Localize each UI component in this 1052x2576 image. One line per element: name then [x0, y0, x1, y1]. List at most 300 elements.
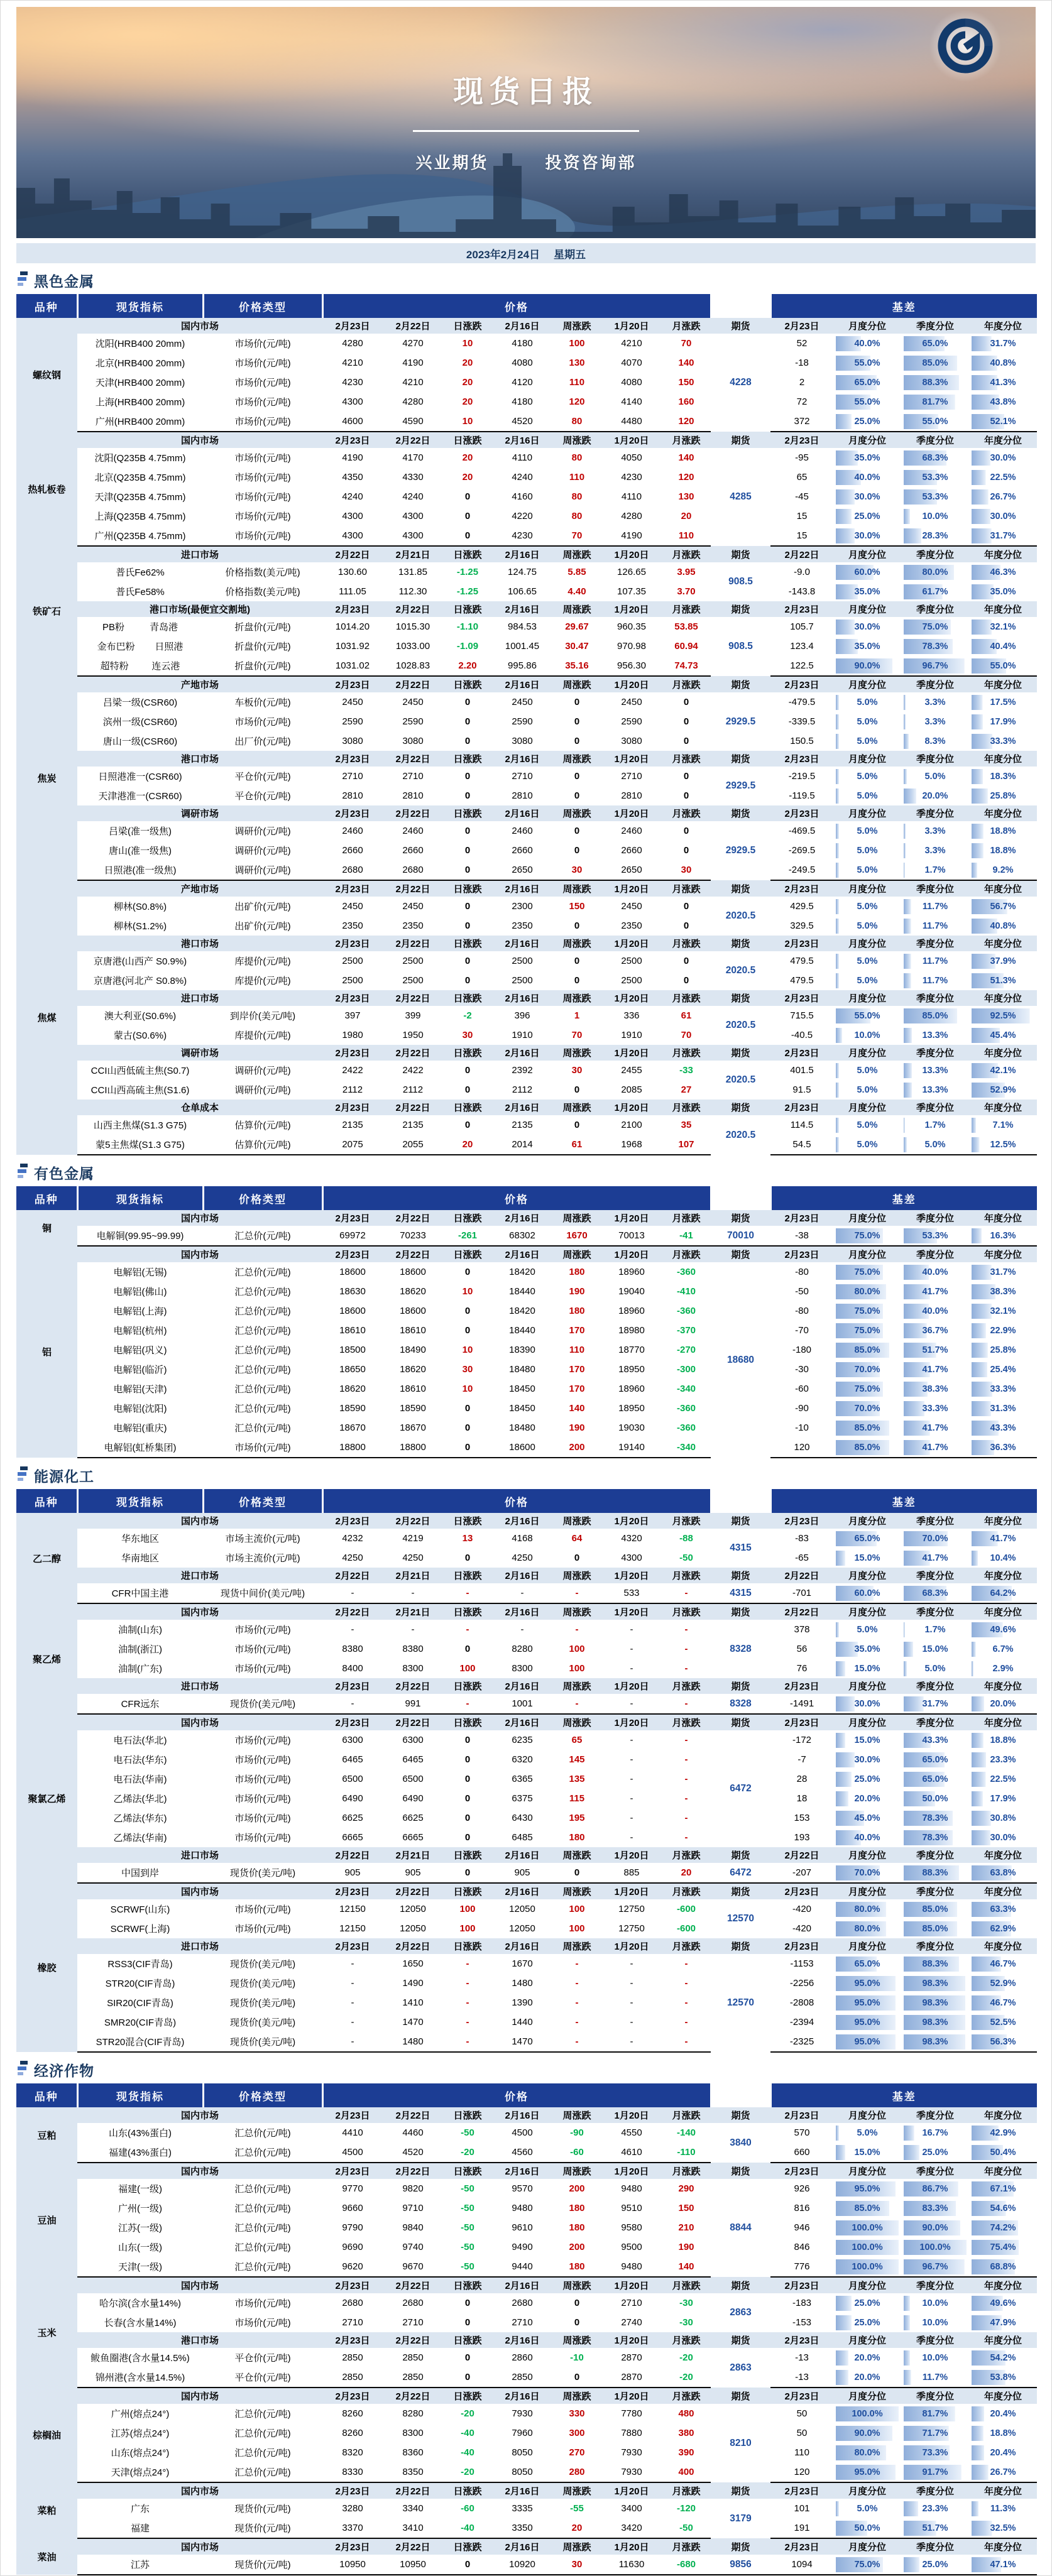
- price-cell: -: [520, 1624, 524, 1635]
- date-label: 日涨跌: [443, 1603, 492, 1620]
- percentile-cell: [901, 1340, 969, 1360]
- percentile-bar: 15.0%: [904, 1642, 967, 1657]
- change-cell: -: [684, 1754, 688, 1765]
- date-label: 2月22日: [383, 1938, 443, 1954]
- percentile-cell: [969, 2404, 1037, 2423]
- date-label: 2月23日: [770, 1883, 833, 1899]
- change-cell: -88: [679, 1533, 693, 1544]
- change-cell: -20: [679, 2352, 693, 2363]
- percentile-bar: 85.0%: [904, 1902, 967, 1917]
- date-label: 周涨跌: [552, 805, 601, 821]
- date-label: 季度分位: [901, 432, 969, 448]
- percentile-cell: [901, 860, 969, 880]
- percentile-cell: [833, 1659, 901, 1678]
- percentile-bar: 53.3%: [904, 1228, 967, 1243]
- date-label: 周涨跌: [552, 2163, 601, 2179]
- date-label: 1月20日: [601, 990, 662, 1006]
- change-cell: -: [466, 1997, 469, 2008]
- change-cell: -: [466, 2017, 469, 2028]
- date-label: 期货: [711, 1603, 770, 1620]
- table-row: [16, 1769, 1037, 1789]
- percentile-bar: 68.8%: [972, 2259, 1034, 2274]
- market-label: 国内市场: [77, 2277, 322, 2293]
- percentile-bar: 35.0%: [836, 450, 899, 466]
- indicator-cell: CCI山西低硫主焦(S0.7): [90, 1066, 190, 1076]
- percentile-bar: 5.0%: [836, 824, 899, 839]
- percentile-bar: 40.0%: [836, 470, 899, 485]
- price-cell: 2710: [342, 771, 363, 782]
- percentile-bar: 12.5%: [972, 1137, 1034, 1152]
- change-cell: 0: [464, 956, 471, 966]
- percentile-cell: [833, 1789, 901, 1808]
- variety-cell: 豆油: [16, 2163, 77, 2277]
- date-label: 2月16日: [492, 1210, 552, 1226]
- price-cell: 18650: [339, 1364, 366, 1375]
- section-table: [16, 1186, 1037, 1458]
- price-type-cell: 汇总价(元/吨): [234, 2203, 291, 2214]
- price-cell: 8260: [342, 2408, 363, 2419]
- change-cell: 0: [574, 736, 580, 746]
- price-cell: 2740: [621, 2317, 642, 2328]
- date-label: 季度分位: [901, 2482, 969, 2499]
- percentile-bar: 83.3%: [904, 2201, 967, 2216]
- change-cell: 10: [462, 1286, 473, 1297]
- indicator-split: [77, 620, 203, 633]
- percentile-cell: [901, 1135, 969, 1155]
- change-cell: -600: [676, 1923, 696, 1934]
- percentile-bar: 60.0%: [836, 565, 899, 580]
- price-cell: -: [322, 1694, 383, 1714]
- price-cell: 18620: [400, 1286, 426, 1297]
- price-cell: 18630: [339, 1286, 366, 1297]
- change-cell: -: [575, 1624, 579, 1635]
- price-cell: 6625: [342, 1813, 363, 1823]
- price-cell: 4232: [342, 1533, 363, 1544]
- price-type-cell: 价格指数(美元/吨): [225, 567, 300, 578]
- market-label: 调研市场: [77, 805, 322, 821]
- basis-cell: -2325: [770, 2032, 833, 2052]
- change-cell: 130: [678, 491, 694, 502]
- percentile-bar: 5.0%: [904, 769, 967, 784]
- table-row: [16, 2257, 1037, 2277]
- date-label: 期货: [711, 2482, 770, 2499]
- table-row: [16, 767, 1037, 786]
- change-cell: -: [684, 1663, 688, 1674]
- price-cell: 2500: [402, 956, 424, 966]
- price-cell: 2112: [402, 1084, 424, 1095]
- change-cell: -600: [676, 1904, 696, 1914]
- table-row: [16, 1919, 1037, 1938]
- price-cell: 18620: [339, 1384, 366, 1394]
- date-label: 1月20日: [601, 2388, 662, 2404]
- price-cell: 8300: [402, 2428, 424, 2438]
- percentile-cell: [901, 562, 969, 582]
- percentile-cell: [969, 1399, 1037, 1418]
- percentile-cell: [969, 506, 1037, 526]
- date-label: 日涨跌: [443, 1210, 492, 1226]
- percentile-bar: 70.0%: [836, 1362, 899, 1377]
- percentile-bar: 30.0%: [836, 1696, 899, 1711]
- market-label: 港口市场: [77, 2332, 322, 2348]
- price-cell: -: [630, 1793, 633, 1804]
- price-cell: 2135: [402, 1120, 424, 1130]
- change-cell: 0: [683, 716, 689, 727]
- price-cell: 2850: [383, 2367, 443, 2388]
- percentile-bar: 13.3%: [904, 1083, 967, 1098]
- price-cell: 2850: [322, 2367, 383, 2388]
- indicator-cell: 日照港(准一级焦): [77, 860, 203, 880]
- percentile-cell: [833, 1340, 901, 1360]
- table-row: [16, 392, 1037, 412]
- price-cell: 2810: [402, 790, 424, 801]
- basis-cell: 72: [796, 396, 808, 407]
- price-cell: -: [351, 1958, 354, 1969]
- date-label: 季度分位: [901, 2107, 969, 2123]
- change-cell: -360: [676, 1267, 696, 1277]
- date-label: 期货: [711, 676, 770, 692]
- table-row: [16, 582, 1037, 601]
- price-type-cell: 汇总价(元/吨): [234, 1287, 291, 1297]
- table-row: [16, 2423, 1037, 2443]
- date-label: 2月23日: [322, 1045, 383, 1061]
- indicator-cell: 华南地区: [121, 1553, 159, 1564]
- market-label: 国内市场: [77, 432, 322, 448]
- price-cell: 9620: [322, 2257, 383, 2277]
- price-type-cell: 市场价(元/吨): [234, 492, 291, 503]
- table-row: [16, 1659, 1037, 1678]
- date-label: 日涨跌: [443, 1513, 492, 1529]
- date-label: 月度分位: [833, 546, 901, 562]
- price-type-cell: 市场价(元/吨): [234, 378, 291, 388]
- market-label: 国内市场: [77, 2388, 322, 2404]
- variety-cell: 橡胶: [16, 1883, 77, 2052]
- date-label: 周涨跌: [552, 2538, 601, 2555]
- percentile-cell: [901, 951, 969, 971]
- change-cell: 0: [443, 860, 492, 880]
- date-label: 2月23日: [322, 2107, 383, 2123]
- date-label: 2月23日: [322, 676, 383, 692]
- percentile-cell: [969, 1529, 1037, 1548]
- price-cell: 9670: [383, 2257, 443, 2277]
- percentile-cell: [901, 1548, 969, 1568]
- date-label: 月涨跌: [662, 1568, 711, 1583]
- basis-cell: -420: [792, 1923, 812, 1934]
- price-type-cell: 车板价(元/吨): [234, 697, 291, 708]
- percentile-bar: 46.3%: [972, 565, 1034, 580]
- change-cell: 20: [681, 511, 692, 521]
- percentile-bar: 11.7%: [904, 973, 967, 988]
- basis-cell: 56: [796, 1644, 808, 1654]
- change-cell: -20: [461, 2408, 474, 2419]
- percentile-bar: 20.0%: [836, 1791, 899, 1806]
- variety-cell: 豆粕: [16, 2107, 77, 2163]
- price-cell: 2460: [342, 826, 363, 836]
- percentile-cell: [901, 1360, 969, 1379]
- price-cell: 2680: [402, 2298, 424, 2308]
- percentile-cell: [901, 1620, 969, 1639]
- change-cell: 190: [569, 1286, 585, 1297]
- date-label: 2月23日: [322, 936, 383, 951]
- price-cell: 1028.83: [383, 656, 443, 676]
- percentile-cell: [969, 2237, 1037, 2257]
- change-cell: 80: [552, 412, 601, 432]
- percentile-bar: 53.8%: [972, 2370, 1034, 2385]
- date-label: 月涨跌: [662, 2277, 711, 2293]
- percentile-cell: [969, 1418, 1037, 1438]
- price-cell: 70233: [383, 1226, 443, 1246]
- date-label: 2月16日: [492, 1246, 552, 1262]
- price-cell: 18500: [339, 1345, 366, 1355]
- percentile-bar: 20.0%: [836, 2370, 899, 2385]
- table-row: [16, 731, 1037, 751]
- price-cell: 8360: [402, 2447, 424, 2458]
- date-label: 1月20日: [601, 1045, 662, 1061]
- market-subheader-row: [16, 1513, 1037, 1529]
- change-cell: 200: [552, 1438, 601, 1458]
- date-label: 2月23日: [770, 1938, 833, 1954]
- price-cell: 2455: [621, 1065, 642, 1076]
- percentile-cell: [969, 1006, 1037, 1025]
- indicator-cell: 天津(Q235B 4.75mm): [94, 492, 186, 503]
- percentile-cell: [833, 636, 901, 656]
- percentile-bar: 100.0%: [836, 2406, 899, 2421]
- percentile-cell: [833, 1418, 901, 1438]
- date-label: 2月23日: [770, 2107, 833, 2123]
- percentile-cell: [901, 1993, 969, 2012]
- price-cell: 9480: [512, 2203, 533, 2213]
- percentile-cell: [833, 2257, 901, 2277]
- futures-cell: 6472: [730, 1783, 752, 1794]
- price-cell: 6490: [402, 1793, 424, 1804]
- percentile-cell: [901, 1750, 969, 1769]
- date-label: 2月21日: [383, 546, 443, 562]
- percentile-cell: [901, 1025, 969, 1045]
- percentile-bar: 49.6%: [972, 1622, 1034, 1637]
- change-cell: -10: [570, 2352, 584, 2363]
- date-label: 月度分位: [833, 1938, 901, 1954]
- percentile-cell: [969, 767, 1037, 786]
- change-cell: -360: [676, 1403, 696, 1414]
- date-label: 月度分位: [833, 2538, 901, 2555]
- change-cell: -370: [676, 1325, 696, 1336]
- date-label: 2月22日: [383, 676, 443, 692]
- percentile-cell: [901, 2012, 969, 2032]
- date-label: 月度分位: [833, 2388, 901, 2404]
- indicator-cell: [77, 636, 203, 656]
- price-cell: 6300: [342, 1735, 363, 1745]
- table-row: [16, 2142, 1037, 2163]
- percentile-cell: [833, 2198, 901, 2218]
- change-cell: -1.10: [456, 621, 479, 632]
- change-cell: 70: [681, 338, 692, 349]
- change-cell: 0: [464, 1754, 471, 1765]
- percentile-bar: 40.0%: [836, 336, 899, 351]
- price-cell: -: [630, 2017, 633, 2028]
- price-cell: 984.53: [508, 621, 537, 632]
- percentile-bar: 40.8%: [972, 919, 1034, 934]
- date-label: 期货: [711, 2332, 770, 2348]
- price-cell: 2810: [512, 790, 533, 801]
- change-cell: 135: [569, 1774, 585, 1784]
- percentile-cell: [833, 448, 901, 467]
- percentile-bar: 52.5%: [972, 2015, 1034, 2030]
- table-row: [16, 1418, 1037, 1438]
- change-cell: 61: [552, 1135, 601, 1155]
- date-label: 期货: [711, 805, 770, 821]
- price-cell: -: [601, 2032, 662, 2052]
- date-label: 月涨跌: [662, 936, 711, 951]
- percentile-cell: [833, 487, 901, 506]
- change-cell: 30: [662, 860, 711, 880]
- percentile-bar: 51.7%: [904, 2521, 967, 2536]
- percentile-cell: [969, 1360, 1037, 1379]
- indicator-cell: 山东(熔点24°): [111, 2448, 170, 2459]
- date-label: 年度分位: [969, 1210, 1037, 1226]
- date-label: 2月23日: [770, 1714, 833, 1730]
- percentile-bar: 88.3%: [904, 375, 967, 390]
- section-title-label: 经济作物: [34, 2062, 94, 2079]
- header-futures-gap: [711, 1489, 770, 1513]
- indicator-cell: 油制(广东): [118, 1664, 162, 1674]
- price-cell: 111.05: [339, 586, 366, 597]
- percentile-bar: 5.0%: [836, 1622, 899, 1637]
- percentile-bar: 85.0%: [836, 1421, 899, 1436]
- percentile-cell: [969, 1438, 1037, 1458]
- percentile-cell: [833, 971, 901, 990]
- date-label: 2月23日: [322, 751, 383, 767]
- date-label: 周涨跌: [552, 2332, 601, 2348]
- date-label: 2月16日: [492, 1045, 552, 1061]
- percentile-bar: 56.7%: [972, 899, 1034, 914]
- price-cell: 6500: [342, 1774, 363, 1784]
- indicator-cell: 沈阳(HRB400 20mm): [95, 339, 185, 349]
- percentile-bar: 5.0%: [836, 919, 899, 934]
- percentile-bar: 10.4%: [972, 1551, 1034, 1566]
- indicator-cell: [77, 656, 203, 676]
- percentile-bar: 31.7%: [972, 336, 1034, 351]
- price-type-cell: 汇总价(元/吨): [234, 1404, 291, 1414]
- percentile-cell: [833, 1262, 901, 1282]
- change-cell: 61: [681, 1010, 692, 1021]
- date-label: 1月20日: [601, 1210, 662, 1226]
- percentile-bar: 30.0%: [972, 450, 1034, 466]
- percentile-cell: [969, 1115, 1037, 1135]
- change-cell: 0: [464, 1813, 471, 1823]
- price-type-cell: 汇总价(元/吨): [234, 2409, 291, 2420]
- date-label: 期货: [711, 751, 770, 767]
- percentile-bar: 35.0%: [836, 639, 899, 654]
- change-cell: -41: [662, 1226, 711, 1246]
- table-header-row: [16, 294, 1037, 318]
- date-label: 月度分位: [833, 2277, 901, 2293]
- change-cell: 20: [462, 357, 473, 368]
- price-cell: 3400: [621, 2503, 642, 2514]
- percentile-cell: [833, 821, 901, 841]
- indicator-location: 青岛港: [149, 622, 178, 633]
- date-label: 2月22日: [383, 1210, 443, 1226]
- date-label: 月度分位: [833, 990, 901, 1006]
- percentile-cell: [901, 1438, 969, 1458]
- report-subtitle: [16, 150, 1036, 173]
- percentile-bar: 40.0%: [904, 1304, 967, 1319]
- title-divider: [413, 130, 639, 132]
- change-cell: 0: [574, 1120, 580, 1130]
- change-cell: 110: [662, 526, 711, 546]
- date-label: 2月16日: [492, 880, 552, 897]
- percentile-bar: 25.8%: [972, 1343, 1034, 1358]
- date-label: 2月22日: [383, 990, 443, 1006]
- change-cell: 29.67: [565, 621, 589, 632]
- futures-cell: 908.5: [728, 641, 753, 652]
- indicator-cell: SCRWF(山东): [110, 1904, 170, 1915]
- percentile-bar: 55.0%: [836, 395, 899, 410]
- price-type-cell: 市场价(元/吨): [234, 453, 291, 464]
- change-cell: 65: [571, 1735, 583, 1745]
- change-cell: 0: [464, 1306, 471, 1316]
- price-type-cell: 现货价(美元/吨): [229, 1998, 296, 2009]
- org-name: 兴业期货: [415, 153, 489, 172]
- date-label: 周涨跌: [552, 2482, 601, 2499]
- date-label: 2月23日: [770, 805, 833, 821]
- percentile-cell: [833, 2179, 901, 2198]
- percentile-cell: [901, 767, 969, 786]
- date-label: 年度分位: [969, 432, 1037, 448]
- section-title-label: 能源化工: [34, 1468, 94, 1485]
- price-type-cell: 汇总价(元/吨): [234, 2184, 291, 2195]
- price-cell: 106.65: [508, 586, 537, 597]
- basis-cell: -83: [795, 1533, 809, 1544]
- percentile-cell: [969, 392, 1037, 412]
- price-cell: 18390: [509, 1345, 535, 1355]
- change-cell: -120: [676, 2503, 696, 2514]
- percentile-bar: 33.3%: [972, 1382, 1034, 1397]
- table-row: [16, 2348, 1037, 2367]
- indicator-cell: 油制(浙江): [118, 1644, 162, 1655]
- basis-cell: 479.5: [790, 975, 814, 986]
- price-cell: -: [630, 1997, 633, 2008]
- basis-cell: -2394: [789, 2017, 814, 2028]
- table-row: [16, 1620, 1037, 1639]
- price-cell: 9570: [512, 2183, 533, 2194]
- percentile-cell: [969, 1993, 1037, 2012]
- price-type-cell: 市场价(元/吨): [234, 511, 291, 522]
- date-label: 2月23日: [770, 1513, 833, 1529]
- date-label: 2月22日: [322, 1603, 383, 1620]
- change-cell: -340: [662, 1438, 711, 1458]
- price-cell: 8400: [342, 1663, 363, 1674]
- price-cell: 2350: [621, 920, 642, 931]
- percentile-cell: [969, 821, 1037, 841]
- date-label: 2月16日: [492, 2482, 552, 2499]
- date-label: 日涨跌: [443, 1246, 492, 1262]
- date-label: 季度分位: [901, 1246, 969, 1262]
- futures-cell: 2929.5: [725, 780, 756, 791]
- futures-cell: 2929.5: [725, 845, 756, 856]
- indicator-cell: 沈阳(Q235B 4.75mm): [94, 453, 186, 464]
- date-label: 季度分位: [901, 546, 969, 562]
- date-label: 日涨跌: [443, 2277, 492, 2293]
- date-label: 季度分位: [901, 880, 969, 897]
- change-cell: 20: [462, 396, 473, 407]
- market-subheader-row: [16, 318, 1037, 334]
- section-title: [16, 1163, 1036, 1182]
- change-cell: 0: [443, 2555, 492, 2575]
- percentile-cell: [833, 2012, 901, 2032]
- price-cell: 905: [492, 1863, 552, 1883]
- price-type-cell: 市场价(元/吨): [234, 1774, 291, 1785]
- date-label: 2月16日: [492, 1847, 552, 1863]
- banner-image: [16, 7, 1036, 238]
